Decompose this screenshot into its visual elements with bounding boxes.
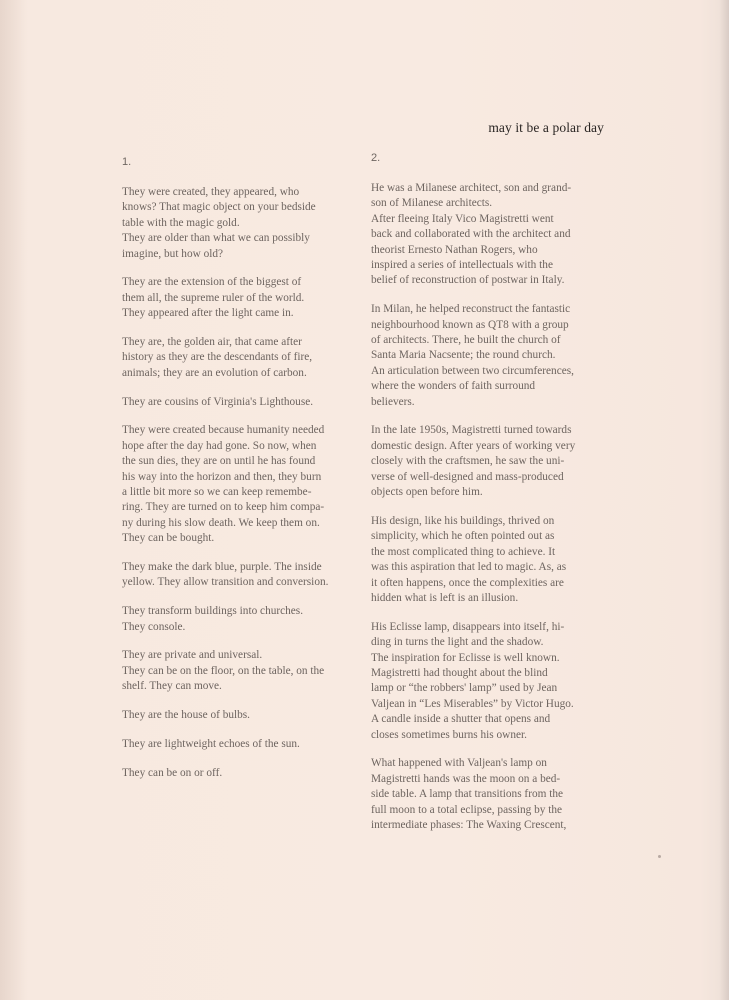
paragraph: [371, 181, 611, 289]
text-line: the sun dies, they are on until he has found: [122, 455, 316, 468]
text-line: They appeared after the light came in.: [122, 307, 294, 320]
text-line: imagine, but how old?: [122, 247, 224, 260]
text-line: lamp or “the robbers' lamp” used by Jean: [371, 682, 558, 695]
text-line: knows? That magic object on your bedside: [122, 201, 316, 214]
text-line: a little bit more so we can keep remembe-: [122, 486, 312, 499]
text-line: side table. A lamp that transitions from the: [371, 788, 564, 801]
text-line: his way into the horizon and then, they burn: [122, 470, 322, 483]
text-line: ny during his slow death. We keep them on.: [122, 516, 320, 529]
text-line: neighbourhood known as QT8 with a group: [371, 318, 569, 331]
text-line: They are the extension of the biggest of: [122, 276, 302, 289]
text-line: was this aspiration that led to magic. As, as: [371, 561, 567, 574]
text-line: the most complicated thing to achieve. It: [371, 545, 556, 558]
paragraph: [371, 756, 611, 833]
column-number-2: 2.: [371, 152, 381, 164]
paragraph: [122, 708, 362, 723]
text-line: intermediate phases: The Waxing Crescent,: [371, 818, 567, 831]
paragraph: [122, 766, 362, 781]
text-line: closes sometimes burns his owner.: [371, 728, 527, 741]
text-line: They are, the golden air, that came after: [122, 336, 302, 349]
text-line: hidden what is left is an illusion.: [371, 591, 519, 604]
text-line: hope after the day had gone. So now, when: [122, 439, 317, 452]
page-edge-shadow: [719, 0, 729, 1000]
text-line: verse of well-designed and mass-produced: [371, 470, 564, 483]
text-line: Valjean in “Les Miserables” by Victor Hugo.: [371, 697, 574, 710]
text-line: His Eclisse lamp, disappears into itself, hi-: [371, 620, 565, 633]
text-line: closely with the craftsmen, he saw the uni-: [371, 455, 565, 468]
text-line: They are private and universal.: [122, 649, 263, 662]
text-line: where the wonders of faith surround: [371, 380, 536, 393]
text-line: son of Milanese architects.: [371, 197, 493, 210]
text-line: He was a Milanese architect, son and grand-: [371, 182, 572, 194]
page-title: may it be a polar day: [488, 120, 604, 135]
text-line: They console.: [122, 620, 186, 633]
text-line: His design, like his buildings, thrived on: [371, 514, 555, 527]
text-line: They can be on the floor, on the table, on the: [122, 664, 325, 677]
text-line: table with the magic gold.: [122, 216, 240, 229]
text-line: They were created because humanity needed: [122, 424, 325, 437]
paragraph: [122, 335, 362, 381]
paragraph: [371, 423, 611, 500]
text-line: objects open before him.: [371, 486, 483, 499]
text-line: Magistretti hands was the moon on a bed-: [371, 772, 561, 785]
paragraph: [371, 620, 611, 743]
text-line: The inspiration for Eclisse is well known.: [371, 651, 560, 664]
text-line: They can be on or off.: [122, 766, 223, 779]
text-line: domestic design. After years of working very: [371, 439, 576, 452]
text-line: animals; they are an evolution of carbon.: [122, 366, 307, 379]
text-line: theorist Ernesto Nathan Rogers, who: [371, 243, 538, 256]
paragraph: [122, 737, 362, 752]
binding-fold: [0, 0, 26, 1000]
text-line: inspired a series of intellectuals with the: [371, 259, 553, 272]
text-line: What happened with Valjean's lamp on: [371, 757, 547, 770]
text-line: In the late 1950s, Magistretti turned towards: [371, 424, 572, 437]
text-line: After fleeing Italy Vico Magistretti went: [371, 212, 554, 225]
paragraph: [122, 648, 362, 694]
text-line: ring. They are turned on to keep him compa-: [122, 501, 325, 514]
paragraph: [371, 302, 611, 410]
text-line: back and collaborated with the architect and: [371, 228, 571, 241]
column-2-text: [371, 181, 611, 847]
text-line: it often happens, once the complexities are: [371, 576, 564, 589]
text-line: An articulation between two circumferences,: [371, 364, 574, 377]
text-line: yellow. They allow transition and conversion.: [122, 576, 329, 589]
text-line: They are cousins of Virginia's Lighthouse.: [122, 395, 314, 408]
text-line: They were created, they appeared, who: [122, 186, 300, 198]
text-line: They can be bought.: [122, 532, 215, 545]
text-line: A candle inside a shutter that opens and: [371, 713, 551, 726]
paper-speck: [658, 855, 661, 858]
text-line: believers.: [371, 395, 415, 408]
paragraph: [122, 275, 362, 321]
column-1-text: [122, 185, 362, 794]
text-line: ding in turns the light and the shadow.: [371, 636, 544, 649]
text-line: of architects. There, he built the church of: [371, 334, 561, 347]
paragraph: [122, 185, 362, 262]
paragraph: [371, 514, 611, 606]
text-line: They are older than what we can possibly: [122, 232, 310, 245]
text-line: history as they are the descendants of fire,: [122, 351, 313, 364]
text-line: Magistretti had thought about the blind: [371, 666, 548, 679]
paragraph: [122, 423, 362, 546]
text-line: They make the dark blue, purple. The inside: [122, 561, 322, 574]
text-line: full moon to a total eclipse, passing by the: [371, 803, 563, 816]
text-line: They are the house of bulbs.: [122, 709, 250, 722]
text-line: They are lightweight echoes of the sun.: [122, 737, 300, 750]
column-number-1: 1.: [122, 156, 132, 168]
paragraph: [122, 604, 362, 635]
text-line: They transform buildings into churches.: [122, 605, 304, 618]
paragraph: [122, 395, 362, 410]
text-line: In Milan, he helped reconstruct the fantastic: [371, 303, 571, 316]
text-line: them all, the supreme ruler of the world.: [122, 291, 305, 304]
paragraph: [122, 560, 362, 591]
text-line: simplicity, which he often pointed out as: [371, 530, 555, 543]
text-line: Santa Maria Nacsente; the round church.: [371, 349, 556, 362]
text-line: shelf. They can move.: [122, 680, 222, 693]
text-line: belief of reconstruction of postwar in Italy.: [371, 274, 565, 287]
